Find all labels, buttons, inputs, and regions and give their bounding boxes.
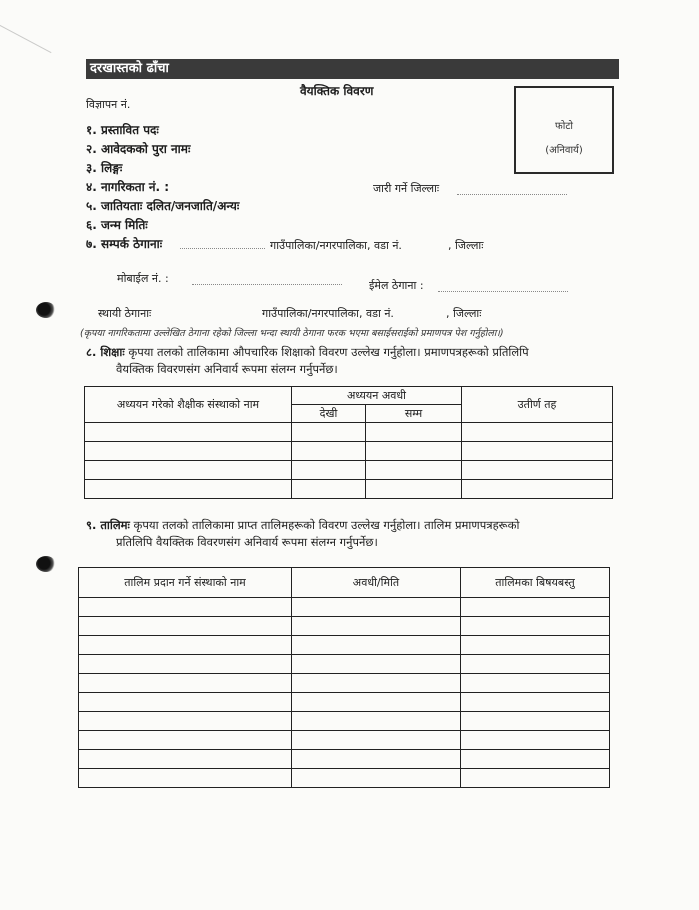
education-instructions	[86, 344, 616, 378]
permanent-district-label: , जिल्लाः	[446, 307, 482, 320]
mobile-field[interactable]	[192, 274, 342, 285]
training-col-subject: तालिमका बिषयबस्तु	[461, 568, 610, 598]
photo-required-label: (अनिवार्य)	[545, 145, 583, 156]
training-col-period: अवधी/मिति	[292, 568, 461, 598]
dob-label: ६. जन्म मितिः	[86, 218, 148, 232]
training-instruction-line2: प्रतिलिपि वैयक्तिक विवरणसंग अनिवार्य रूपमा संलग्न गर्नुपर्नेछ।	[116, 535, 378, 549]
email-label: ईमेल ठेगाना :	[369, 279, 424, 292]
education-col-from: देखी	[292, 405, 366, 423]
table-row	[79, 750, 610, 769]
mobile-label: मोबाईल नं. :	[117, 272, 169, 285]
education-col-passed: उतीर्ण तह	[462, 387, 613, 423]
photo-label: फोटो	[555, 121, 573, 132]
page-fold-mark	[0, 0, 62, 53]
table-row	[79, 769, 610, 788]
table-row	[85, 461, 613, 480]
training-col-institution: तालिम प्रदान गर्ने संस्थाको नाम	[79, 568, 292, 598]
training-section-label: ९. तालिमः	[86, 518, 130, 532]
punch-hole	[36, 302, 56, 318]
advert-no-label: विज्ञापन नं.	[86, 98, 131, 111]
photo-box[interactable]	[514, 86, 614, 174]
caste-label: ५. जातियताः दलित/जनजाति/अन्यः	[86, 199, 240, 213]
education-col-to: सम्म	[366, 405, 462, 423]
table-row	[85, 480, 613, 499]
section-title: वैयक्तिक विवरण	[300, 84, 374, 98]
form-header-bar: दरखास्तको ढाँचा	[86, 59, 619, 79]
table-row	[79, 693, 610, 712]
training-instruction-line1: कृपया तलको तालिकामा प्राप्त तालिमहरूको विवरण उल्लेख गर्नुहोला। तालिम प्रमाणपत्रहरूको	[133, 518, 520, 532]
gender-label: ३. लिङ्गः	[86, 161, 123, 175]
table-row	[79, 674, 610, 693]
table-row	[79, 712, 610, 731]
contact-address-field[interactable]	[180, 238, 265, 249]
education-instruction-line2: वैयक्तिक विवरणसंग अनिवार्य रूपमा संलग्न गर्नुपर्नेछ।	[116, 362, 338, 376]
punch-hole	[36, 556, 56, 572]
table-row	[79, 617, 610, 636]
permanent-address-label: स्थायी ठेगानाः	[98, 307, 152, 320]
address-note: (कृपया नागरिकतामा उल्लेखित ठेगाना रहेको जिल्ला भन्दा स्थायी ठेगाना फरक भएमा बसाईसराईको प्रमाणपत्र पेश गर्नुहोला।)	[80, 328, 504, 339]
post-label: १. प्रस्तावित पदः	[86, 123, 159, 137]
training-instructions	[86, 517, 616, 551]
education-table	[84, 386, 613, 499]
issued-district-label: जारी गर्ने जिल्लाः	[373, 182, 440, 195]
contact-district-label: , जिल्लाः	[448, 239, 484, 252]
education-col-institution: अध्ययन गरेको शैक्षीक संस्थाको नाम	[85, 387, 292, 423]
email-field[interactable]	[438, 281, 568, 292]
table-row	[79, 636, 610, 655]
permanent-municipality-label: गाउँपालिका/नगरपालिका, वडा नं.	[262, 307, 394, 320]
education-instruction-line1: कृपया तलको तालिकामा औपचारिक शिक्षाको विवरण उल्लेख गर्नुहोला। प्रमाणपत्रहरूको प्रतिलिपि	[128, 345, 529, 359]
issued-district-field[interactable]	[457, 184, 567, 195]
citizenship-label: ४. नागरिकता नं. :	[86, 180, 170, 194]
table-row	[79, 655, 610, 674]
education-section-label: ८. शिक्षाः	[86, 345, 125, 359]
table-row	[85, 442, 613, 461]
contact-municipality-label: गाउँपालिका/नगरपालिका, वडा नं.	[270, 239, 402, 252]
table-row	[79, 598, 610, 617]
table-row	[79, 731, 610, 750]
table-row	[85, 423, 613, 442]
training-table	[78, 567, 610, 788]
education-col-period: अध्ययन अवधी	[292, 387, 462, 405]
name-label: २. आवेदकको पुरा नामः	[86, 142, 191, 156]
contact-address-label: ७. सम्पर्क ठेगानाः	[86, 237, 163, 251]
